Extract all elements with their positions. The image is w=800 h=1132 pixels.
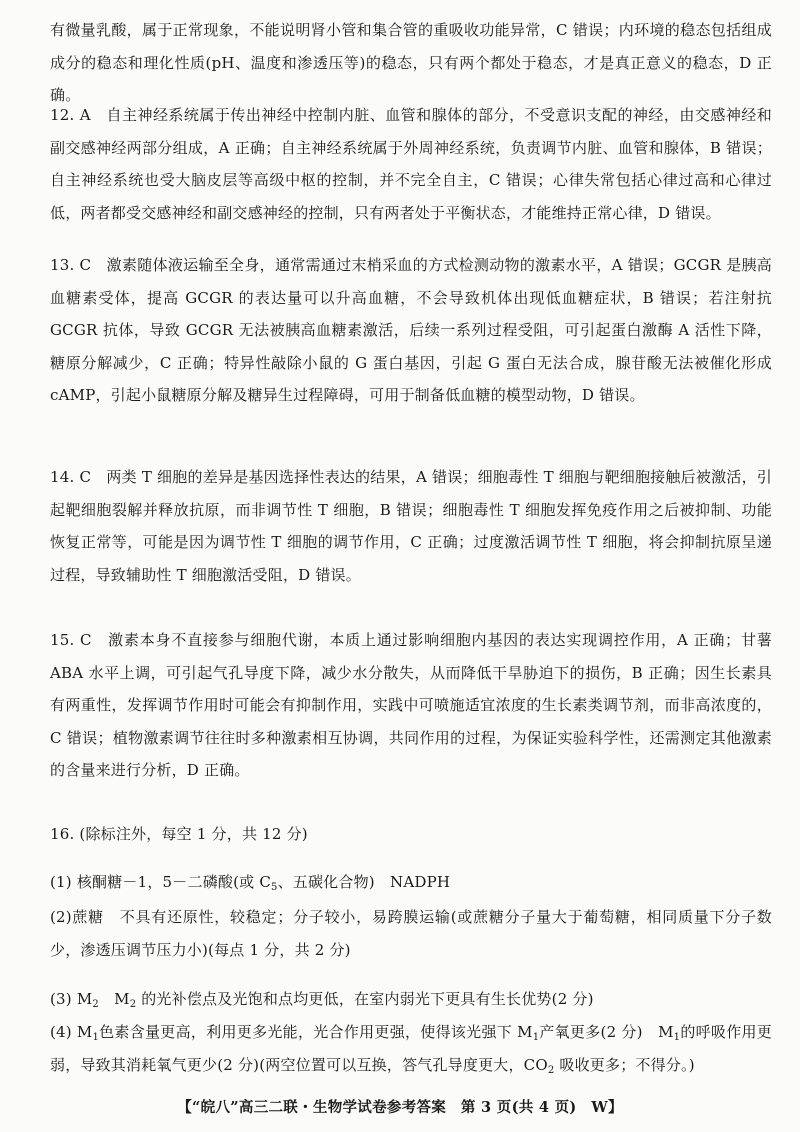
paragraph-continuation: 有微量乳酸，属于正常现象，不能说明肾小管和集合管的重吸收功能异常，C 错误；内环境的稳态包括组成成分的稳态和理化性质(pH、温度和渗透压等)的稳态，只有两个都处于稳态，才是真正意义的稳态，D 正确。 (50, 21, 772, 104)
answer-16-part-2: (2)蔗糖 不具有还原性，较稳定；分子较小，易跨膜运输(或蔗糖分子量大于葡萄糖，相同质量下分子数少，渗透压调节压力小)(每点 1 分，共 2 分) (50, 908, 772, 959)
answer-16-part-1: (1) 核酮糖－1，5－二磷酸(或 $C_5$、五碳化合物) NADPH (50, 873, 451, 893)
answer-16-header: 16. (除标注外，每空 1 分，共 12 分) (50, 825, 308, 843)
answer-15: 15. C 激素本身不直接参与细胞代谢，本质上通过影响细胞内基因的表达实现调控作用，A 正确；甘薯 ABA 水平上调，可引起气孔导度下降，减少水分散失，从而降低干旱胁迫下的损伤，B 正确；因生长素具有两重性，发挥调节作用时可能会有抑制作用，实践中可喷施适宜浓度的生长素类调节剂，而非高浓度的，C 错误；植物激素调节往往时多种激素相互协调，共同作用的过程，为保证实验科学性，还需测定其他激素的含量来进行分析，D 正确。 (50, 631, 772, 779)
page-footer: 【“皖八”高三二联・生物学试卷参考答案 第 3 页(共 4 页) W】 (177, 1099, 623, 1116)
answer-13: 13. C 激素随体液运输至全身，通常需通过末梢采血的方式检测动物的激素水平，A 错误；GCGR 是胰高血糖素受体，提高 GCGR 的表达量可以升高血糖，不会导致机体出现低血糖症状，B 错误；若注射抗 GCGR 抗体，导致 GCGR 无法被胰高血糖素激活，后续一系列过程受阻，可引起蛋白激酶 A 活性下降，糖原分解减少，C 正确；特异性敲除小鼠的 G 蛋白基因，引起 G 蛋白无法合成，腺苷酸无法被催化形成 cAMP，引起小鼠糖原分解及糖异生过程障碍，可用于制备低血糖的模型动物，D 错误。 (50, 256, 772, 404)
answer-14: 14. C 两类 T 细胞的差异是基因选择性表达的结果，A 错误；细胞毒性 T 细胞与靶细胞接触后被激活，引起靶细胞裂解并释放抗原，而非调节性 T 细胞，B 错误；细胞毒性 T 细胞发挥免疫作用之后被抑制、功能恢复正常等，可能是因为调节性 T 细胞的调节作用，C 正确；过度激活调节性 T 细胞，将会抑制抗原呈递过程，导致辅助性 T 细胞激活受阻，D 错误。 (50, 468, 772, 584)
answer-16-part-3: (3) $M_2$ $M_2$ 的光补偿点及光饱和点均更低，在室内弱光下更具有生长优势(2 分) (50, 990, 594, 1010)
answer-12: 12. A 自主神经系统属于传出神经中控制内脏、血管和腺体的部分，不受意识支配的神经，由交感神经和副交感神经两部分组成，A 正确；自主神经系统属于外周神经系统，负责调节内脏、血管和腺体，B 错误；自主神经系统也受大脑皮层等高级中枢的控制，并不完全自主，C 错误；心律失常包括心律过高和心律过低，两者都受交感神经和副交感神经的控制，只有两者处于平衡状态，才能维持正常心律，D 错误。 (50, 106, 772, 222)
answer-16-part-4: (4) $M_1$色素含量更高，利用更多光能，光合作用更强，使得该光强下 $M_1$产氧更多(2 分) $M_1$的呼吸作用更弱，导致其消耗氧气更少(2 分)(两空位置可以互换，答气孔导度更大，$CO_2$ 吸收更多；不得分。) (50, 1023, 772, 1076)
